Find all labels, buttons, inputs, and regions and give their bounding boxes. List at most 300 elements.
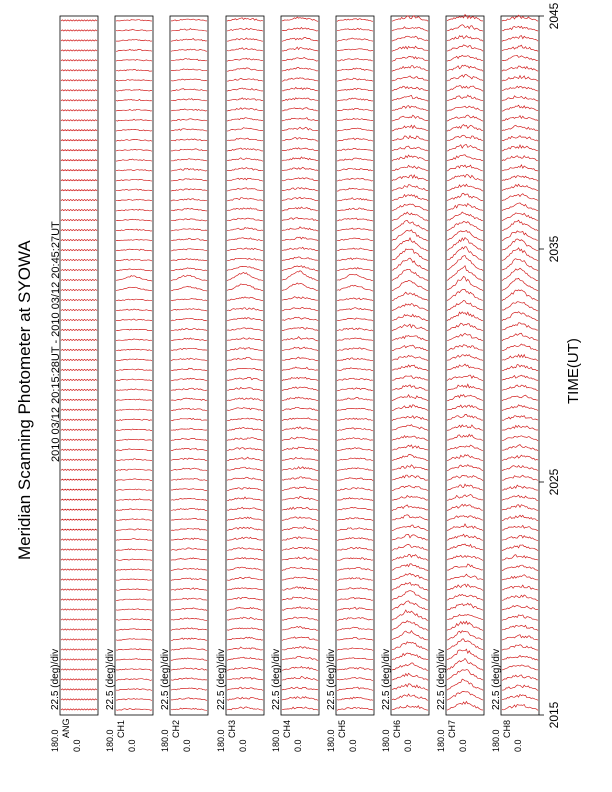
trace-line	[337, 318, 373, 321]
trace-line	[282, 547, 318, 550]
trace-line	[337, 518, 373, 521]
panel-2	[105, 16, 153, 752]
trace-line	[392, 304, 428, 311]
trace-line	[61, 629, 97, 630]
panel-scale-label: 22.5 (deg)/div	[491, 648, 502, 710]
trace-line	[502, 165, 538, 171]
trace-line	[392, 324, 428, 331]
trace-line	[227, 588, 263, 590]
trace-line	[502, 26, 538, 31]
trace-line	[502, 344, 538, 350]
trace-line	[171, 688, 207, 690]
trace-line	[502, 278, 538, 291]
trace-line	[171, 208, 207, 211]
trace-line	[171, 458, 207, 461]
trace-line	[116, 359, 152, 361]
trace-line	[502, 525, 538, 530]
trace-line	[227, 457, 263, 461]
trace-line	[502, 615, 538, 621]
trace-line	[392, 445, 428, 450]
trace-line	[227, 418, 263, 421]
trace-line	[392, 505, 428, 511]
trace-line	[502, 145, 538, 151]
trace-line	[116, 489, 152, 490]
trace-line	[447, 95, 483, 101]
trace-line	[447, 584, 483, 590]
trace-line	[392, 258, 428, 270]
trace-line	[447, 36, 483, 42]
trace-line	[282, 597, 318, 600]
trace-line	[227, 272, 263, 280]
trace-line	[337, 458, 373, 461]
trace-line	[337, 607, 373, 610]
trace-line	[447, 231, 483, 241]
trace-line	[171, 89, 207, 92]
trace-line	[337, 68, 373, 71]
trace-line	[282, 257, 318, 261]
trace-line	[282, 138, 318, 142]
trace-line	[502, 66, 538, 71]
trace-line	[392, 280, 428, 290]
trace-line	[116, 479, 152, 481]
trace-line	[392, 175, 428, 181]
trace-line	[61, 389, 97, 390]
trace-line	[116, 559, 152, 560]
trace-line	[447, 465, 483, 471]
trace-line	[61, 599, 97, 600]
trace-group	[227, 18, 263, 710]
trace-line	[227, 507, 263, 510]
trace-line	[282, 347, 318, 351]
trace-line	[392, 601, 428, 610]
trace-line	[337, 567, 373, 570]
trace-line	[337, 208, 373, 211]
trace-line	[447, 574, 483, 580]
trace-line	[282, 517, 318, 521]
trace-line	[282, 78, 318, 82]
trace-line	[116, 349, 152, 351]
trace-line	[282, 397, 318, 401]
trace-line	[337, 588, 373, 591]
trace-line	[282, 67, 318, 71]
trace-line	[171, 398, 207, 401]
trace-line	[116, 659, 152, 661]
trace-line	[337, 128, 373, 131]
trace-line	[61, 180, 97, 181]
trace-line	[502, 203, 538, 211]
trace-line	[392, 355, 428, 360]
panel-axis-label: CH5	[337, 719, 347, 738]
trace-line	[171, 249, 207, 251]
trace-line	[337, 88, 373, 91]
trace-line	[392, 591, 428, 601]
trace-line	[61, 359, 97, 360]
panel-8	[436, 15, 484, 753]
trace-line	[171, 489, 207, 491]
trace-line	[502, 466, 538, 471]
trace-line	[171, 608, 207, 611]
trace-line	[171, 179, 207, 181]
trace-line	[502, 655, 538, 660]
trace-line	[61, 150, 97, 151]
trace-line	[447, 312, 483, 321]
trace-line	[282, 577, 318, 580]
trace-line	[227, 548, 263, 551]
trace-line	[282, 647, 318, 651]
trace-line	[337, 98, 373, 101]
trace-line	[337, 558, 373, 561]
trace-line	[502, 635, 538, 640]
trace-line	[337, 258, 373, 261]
trace-line	[447, 238, 483, 251]
trace-group	[392, 16, 428, 711]
trace-line	[227, 368, 263, 371]
trace-line	[227, 497, 263, 501]
trace-line	[337, 228, 373, 231]
trace-line	[392, 95, 428, 101]
trace-line	[227, 308, 263, 311]
trace-line	[61, 349, 97, 350]
trace-line	[116, 109, 152, 111]
panel-frame	[391, 16, 429, 715]
trace-line	[337, 308, 373, 311]
trace-line	[61, 489, 97, 490]
panel-4	[216, 16, 264, 752]
trace-line	[171, 109, 207, 111]
trace-line	[502, 312, 538, 321]
y-tick-label-0: 0.0	[513, 739, 523, 752]
trace-line	[61, 459, 97, 460]
trace-line	[227, 677, 263, 680]
trace-line	[61, 559, 97, 560]
trace-line	[392, 496, 428, 501]
trace-line	[502, 259, 538, 271]
trace-line	[337, 178, 373, 181]
trace-line	[337, 438, 373, 441]
x-tick-label: 2015	[547, 701, 561, 729]
trace-line	[171, 149, 207, 151]
trace-line	[61, 519, 97, 520]
panel-frame	[60, 16, 98, 715]
trace-line	[282, 667, 318, 671]
panel-axis-label: CH3	[227, 719, 237, 738]
trace-line	[392, 76, 428, 81]
trace-line	[392, 395, 428, 401]
trace-line	[502, 565, 538, 570]
trace-line	[502, 239, 538, 251]
trace-line	[337, 198, 373, 201]
trace-line	[61, 449, 97, 450]
trace-line	[227, 647, 263, 650]
trace-line	[61, 210, 97, 211]
trace-line	[447, 603, 483, 610]
trace-line	[61, 259, 97, 260]
trace-line	[392, 195, 428, 201]
trace-line	[337, 188, 373, 191]
trace-line	[337, 578, 373, 581]
trace-group	[447, 15, 483, 711]
panel-axis-label: CH1	[116, 719, 126, 738]
panel-scale-label: 22.5 (deg)/div	[381, 648, 392, 710]
trace-line	[116, 369, 152, 371]
panel-5	[271, 16, 319, 752]
trace-line	[227, 398, 263, 401]
trace-line	[61, 699, 97, 700]
trace-line	[447, 55, 483, 61]
trace-line	[502, 231, 538, 241]
trace-line	[447, 323, 483, 331]
trace-line	[392, 249, 428, 261]
trace-line	[447, 621, 483, 630]
trace-line	[447, 516, 483, 521]
trace-line	[447, 106, 483, 111]
trace-line	[171, 698, 207, 701]
panel-frame	[336, 16, 374, 715]
trace-line	[116, 69, 152, 71]
trace-line	[337, 338, 373, 341]
trace-line	[171, 479, 207, 481]
trace-line	[282, 507, 318, 510]
trace-line	[502, 445, 538, 451]
trace-line	[116, 199, 152, 201]
trace-line	[392, 385, 428, 390]
trace-line	[227, 338, 263, 341]
trace-line	[227, 607, 263, 610]
trace-line	[282, 457, 318, 460]
trace-line	[502, 625, 538, 630]
trace-line	[227, 198, 263, 201]
trace-line	[447, 414, 483, 420]
trace-line	[227, 297, 263, 301]
trace-line	[447, 455, 483, 461]
trace-line	[116, 499, 152, 501]
trace-line	[61, 130, 97, 131]
trace-line	[171, 668, 207, 670]
trace-line	[171, 275, 207, 281]
panel-axis-label: CH8	[502, 719, 512, 738]
trace-line	[392, 663, 428, 670]
trace-line	[61, 509, 97, 510]
trace-line	[447, 165, 483, 171]
trace-line	[502, 385, 538, 390]
trace-line	[282, 707, 318, 710]
trace-line	[227, 228, 263, 231]
y-tick-label-180: 180.0	[381, 729, 391, 752]
trace-line	[61, 100, 97, 101]
trace-line	[502, 395, 538, 401]
panel-frame	[446, 16, 484, 715]
trace-line	[227, 707, 263, 710]
trace-line	[171, 199, 207, 202]
trace-line	[61, 120, 97, 121]
trace-line	[502, 485, 538, 490]
trace-line	[282, 447, 318, 451]
trace-line	[171, 598, 207, 600]
trace-line	[282, 297, 318, 301]
trace-line	[171, 578, 207, 580]
x-tick-label: 2045	[547, 2, 561, 30]
trace-line	[502, 333, 538, 341]
trace-line	[227, 58, 263, 61]
trace-line	[502, 268, 538, 281]
trace-line	[171, 708, 207, 710]
trace-line	[337, 707, 373, 710]
trace-line	[171, 408, 207, 411]
trace-line	[447, 395, 483, 401]
trace-line	[502, 365, 538, 371]
y-tick-label-0: 0.0	[403, 739, 413, 752]
trace-line	[61, 609, 97, 610]
trace-line	[227, 88, 263, 91]
trace-line	[502, 425, 538, 430]
trace-line	[227, 637, 263, 640]
trace-line	[502, 665, 538, 670]
trace-line	[171, 49, 207, 51]
trace-line	[116, 409, 152, 411]
trace-line	[116, 669, 152, 670]
trace-line	[447, 564, 483, 570]
trace-line	[447, 135, 483, 141]
trace-line	[227, 448, 263, 451]
trace-group	[61, 20, 97, 710]
trace-line	[61, 689, 97, 690]
trace-line	[282, 676, 318, 680]
trace-line	[61, 80, 97, 81]
trace-line	[227, 517, 263, 521]
trace-line	[282, 557, 318, 560]
trace-line	[171, 558, 207, 560]
trace-line	[337, 638, 373, 641]
trace-line	[392, 515, 428, 520]
trace-line	[282, 57, 318, 61]
trace-line	[171, 338, 207, 341]
trace-line	[282, 87, 318, 91]
trace-line	[61, 639, 97, 640]
trace-line	[227, 428, 263, 431]
trace-line	[282, 567, 318, 570]
trace-line	[227, 138, 263, 141]
trace-line	[282, 626, 318, 630]
trace-line	[227, 357, 263, 360]
trace-line	[116, 40, 152, 42]
trace-line	[392, 185, 428, 192]
trace-line	[282, 27, 318, 31]
trace-line	[227, 188, 263, 191]
trace-line	[447, 494, 483, 500]
trace-line	[227, 38, 263, 41]
trace-line	[171, 219, 207, 221]
trace-line	[227, 687, 263, 690]
trace-line	[447, 534, 483, 540]
trace-line	[392, 365, 428, 371]
trace-line	[116, 429, 152, 431]
trace-line	[337, 328, 373, 331]
trace-line	[116, 439, 152, 441]
trace-line	[116, 219, 152, 221]
trace-line	[227, 567, 263, 570]
trace-line	[447, 125, 483, 132]
trace-line	[502, 575, 538, 580]
trace-line	[502, 323, 538, 331]
trace-line	[392, 475, 428, 480]
y-tick-label-180: 180.0	[105, 729, 115, 752]
trace-line	[337, 49, 373, 51]
trace-line	[171, 468, 207, 470]
trace-line	[282, 218, 318, 221]
trace-line	[61, 230, 97, 231]
trace-line	[227, 148, 263, 151]
y-tick-label-0: 0.0	[127, 739, 137, 752]
trace-line	[502, 375, 538, 380]
trace-line	[337, 498, 373, 501]
trace-line	[227, 284, 263, 291]
trace-line	[116, 276, 152, 281]
trace-line	[447, 175, 483, 181]
trace-line	[337, 238, 373, 241]
y-tick-label-180: 180.0	[436, 729, 446, 752]
trace-line	[171, 368, 207, 370]
trace-line	[116, 259, 152, 261]
trace-line	[502, 416, 538, 421]
trace-line	[447, 475, 483, 480]
trace-line	[171, 69, 207, 71]
chart-title: Meridian Scanning Photometer at SYOWA	[15, 240, 34, 560]
trace-line	[61, 589, 97, 590]
trace-line	[282, 427, 318, 431]
trace-line	[392, 705, 428, 710]
trace-line	[116, 209, 152, 211]
trace-line	[502, 220, 538, 231]
trace-line	[61, 439, 97, 440]
trace-line	[502, 555, 538, 560]
panel-axis-label: CH6	[392, 719, 402, 738]
panel-6	[326, 16, 374, 752]
trace-line	[61, 170, 97, 171]
trace-line	[61, 140, 97, 141]
trace-line	[337, 697, 373, 700]
trace-line	[61, 200, 97, 201]
trace-line	[337, 348, 373, 351]
trace-line	[392, 573, 428, 580]
panel-frame	[281, 16, 319, 715]
trace-line	[502, 116, 538, 122]
trace-line	[116, 309, 152, 311]
trace-line	[392, 486, 428, 491]
trace-line	[171, 119, 207, 122]
trace-line	[392, 292, 428, 301]
trace-line	[282, 188, 318, 191]
trace-line	[447, 204, 483, 211]
trace-line	[337, 148, 373, 151]
trace-line	[116, 469, 152, 471]
trace-line	[227, 178, 263, 181]
trace-line	[447, 345, 483, 351]
trace-line	[282, 687, 318, 690]
trace-line	[447, 615, 483, 620]
trace-line	[116, 60, 152, 62]
trace-line	[116, 679, 152, 681]
trace-line	[447, 212, 483, 221]
y-tick-label-0: 0.0	[182, 739, 192, 752]
trace-line	[392, 204, 428, 211]
trace-line	[502, 455, 538, 461]
trace-line	[337, 358, 373, 361]
trace-line	[282, 108, 318, 111]
trace-line	[502, 176, 538, 181]
trace-group	[282, 17, 318, 710]
y-tick-label-180: 180.0	[50, 729, 60, 752]
trace-line	[171, 538, 207, 540]
